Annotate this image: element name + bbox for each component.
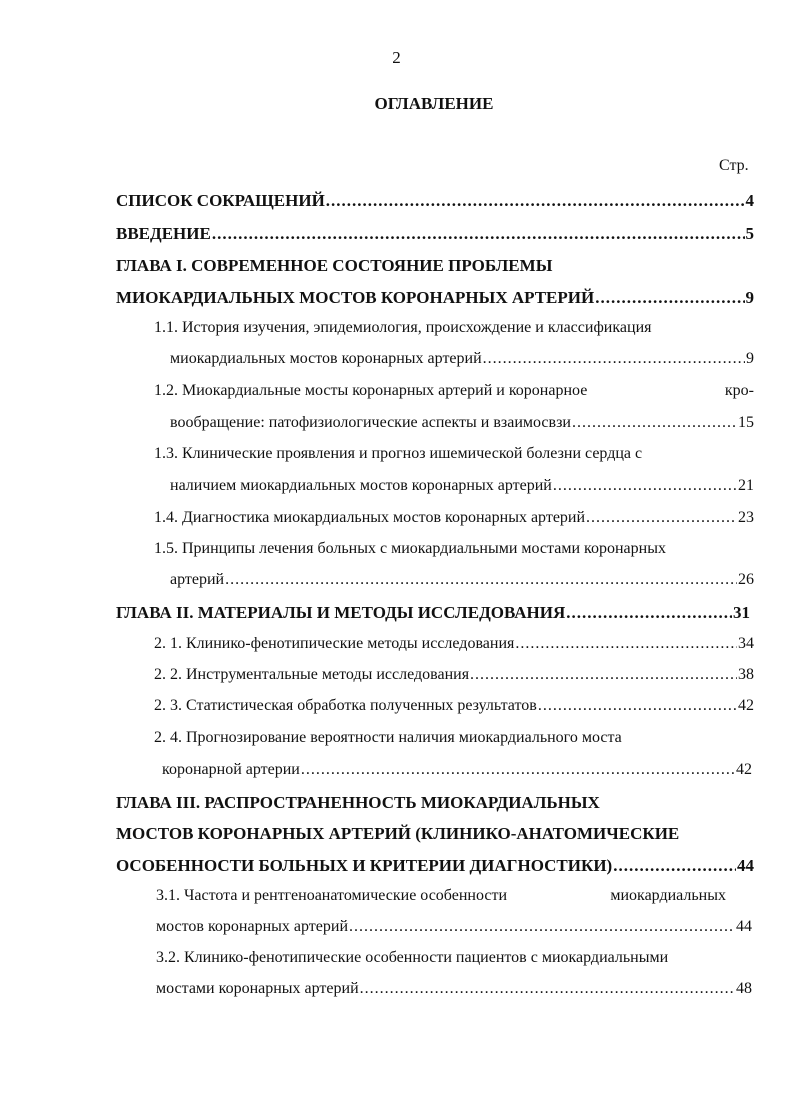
toc-entry-introduction[interactable] bbox=[116, 225, 754, 242]
toc-entry-text-hyphenated: кро- bbox=[724, 382, 754, 399]
toc-section-3-1-line1[interactable] bbox=[156, 888, 726, 904]
toc-entry-text: 1.5. Принципы лечения больных с миокардиальными мостами коронарных bbox=[154, 540, 666, 557]
toc-entry-text: ВВЕДЕНИЕ bbox=[116, 224, 211, 243]
toc-entry-text-continued: миокардиальных bbox=[610, 887, 726, 904]
toc-section-1-2-line1[interactable] bbox=[154, 383, 754, 399]
toc-section-1-5-line2[interactable] bbox=[170, 572, 754, 588]
toc-chapter-3-line2[interactable] bbox=[116, 825, 754, 842]
toc-entry-text: 2. 3. Статистическая обработка полученных результатов bbox=[154, 697, 537, 714]
toc-entry-page: 9 bbox=[745, 288, 754, 307]
leader-dots bbox=[613, 857, 736, 874]
page-number: 2 bbox=[392, 48, 401, 67]
toc-entry-text: миокардиальных мостов коронарных артерий bbox=[170, 350, 482, 367]
toc-section-2-3[interactable] bbox=[154, 698, 754, 714]
toc-entry-text: 3.2. Клинико-фенотипические особенности пациентов с миокардиальными bbox=[156, 949, 669, 966]
toc-entry-page: 48 bbox=[736, 980, 752, 997]
toc-entry-page: 9 bbox=[746, 350, 754, 367]
toc-entry-text: 1.2. Миокардиальные мосты коронарных артерий и коронарное bbox=[154, 382, 588, 399]
toc-section-2-4-line2[interactable] bbox=[162, 762, 752, 778]
toc-entry-text: ГЛАВА I. СОВРЕМЕННОЕ СОСТОЯНИЕ ПРОБЛЕМЫ bbox=[116, 256, 553, 275]
toc-chapter-1-line1[interactable] bbox=[116, 257, 754, 274]
leader-dots bbox=[595, 289, 744, 306]
toc-entry-text: наличием миокардиальных мостов коронарных артерий bbox=[170, 477, 552, 494]
toc-entry-text: мостами коронарных артерий bbox=[156, 980, 359, 997]
leader-dots bbox=[212, 225, 745, 242]
toc-entry-text: вообращение: патофизиологические аспекты и взаимосвзи bbox=[170, 414, 571, 431]
toc-entry-page: 21 bbox=[738, 477, 754, 494]
toc-entry-text: 2. 1. Клинико-фенотипические методы исследования bbox=[154, 635, 515, 652]
leader-dots bbox=[572, 415, 737, 431]
leader-dots bbox=[360, 981, 735, 997]
toc-entry-page: 31 bbox=[733, 603, 750, 622]
toc-entry-text: коронарной артерии bbox=[162, 761, 300, 778]
toc-section-1-3-line2[interactable] bbox=[170, 478, 754, 494]
toc-entry-page: 38 bbox=[738, 666, 754, 683]
toc-entry-text: 1.3. Клинические проявления и прогноз ишемической болезни сердца с bbox=[154, 445, 643, 462]
toc-chapter-3-line1[interactable] bbox=[116, 794, 754, 811]
toc-entry-page: 5 bbox=[745, 224, 754, 243]
toc-entry-text: МИОКАРДИАЛЬНЫХ МОСТОВ КОРОНАРНЫХ АРТЕРИЙ bbox=[116, 288, 595, 307]
leader-dots bbox=[586, 510, 737, 526]
toc-section-1-1-line2[interactable] bbox=[170, 351, 754, 367]
leader-dots bbox=[553, 478, 737, 494]
toc-section-3-1-line2[interactable] bbox=[156, 919, 752, 935]
toc-entry-abbreviations[interactable] bbox=[116, 192, 754, 209]
toc-section-2-1[interactable] bbox=[154, 636, 754, 652]
toc-section-1-2-line2[interactable] bbox=[170, 415, 754, 431]
toc-entry-text: артерий bbox=[170, 571, 225, 588]
leader-dots bbox=[301, 762, 735, 778]
toc-entry-text: ГЛАВА III. РАСПРОСТРАНЕННОСТЬ МИОКАРДИАЛЬНЫХ bbox=[116, 793, 600, 812]
toc-entry-page: 34 bbox=[738, 635, 754, 652]
toc-entry-page: 44 bbox=[736, 918, 752, 935]
toc-entry-text: СПИСОК СОКРАЩЕНИЙ bbox=[116, 191, 325, 210]
toc-section-2-4-line1[interactable] bbox=[154, 730, 754, 746]
page-column-label: Стр. bbox=[719, 157, 749, 174]
leader-dots bbox=[483, 351, 745, 367]
toc-entry-page: 42 bbox=[738, 697, 754, 714]
leader-dots bbox=[326, 192, 745, 209]
toc-title: ОГЛАВЛЕНИЕ bbox=[374, 94, 494, 113]
toc-section-1-4[interactable] bbox=[154, 510, 754, 526]
toc-section-3-2-line1[interactable] bbox=[156, 950, 752, 966]
toc-section-1-3-line1[interactable] bbox=[154, 446, 754, 462]
toc-entry-text: ГЛАВА II. МАТЕРИАЛЫ И МЕТОДЫ ИССЛЕДОВАНИЯ bbox=[116, 603, 566, 622]
leader-dots bbox=[225, 572, 737, 588]
toc-chapter-1-line2[interactable] bbox=[116, 289, 754, 306]
toc-section-1-5-line1[interactable] bbox=[154, 541, 754, 557]
toc-entry-text: 2. 4. Прогнозирование вероятности наличия миокардиального моста bbox=[154, 729, 622, 746]
toc-entry-text: 2. 2. Инструментальные методы исследования bbox=[154, 666, 470, 683]
toc-chapter-3-line3[interactable] bbox=[116, 857, 754, 874]
leader-dots bbox=[349, 919, 735, 935]
leader-dots bbox=[515, 636, 737, 652]
toc-section-1-1-line1[interactable] bbox=[154, 320, 754, 336]
toc-entry-page: 26 bbox=[738, 571, 754, 588]
toc-entry-text: МОСТОВ КОРОНАРНЫХ АРТЕРИЙ (КЛИНИКО-АНАТОМИЧЕСКИЕ bbox=[116, 824, 680, 843]
leader-dots bbox=[538, 698, 737, 714]
toc-section-3-2-line2[interactable] bbox=[156, 981, 752, 997]
toc-entry-page: 4 bbox=[745, 191, 754, 210]
leader-dots bbox=[470, 667, 737, 683]
toc-entry-page: 44 bbox=[737, 856, 754, 875]
toc-entry-page: 23 bbox=[738, 509, 754, 526]
toc-chapter-2[interactable] bbox=[116, 604, 750, 621]
toc-entry-page: 42 bbox=[736, 761, 752, 778]
toc-entry-text: мостов коронарных артерий bbox=[156, 918, 349, 935]
toc-entry-text: 1.1. История изучения, эпидемиология, происхождение и классификация bbox=[154, 319, 652, 336]
toc-entry-page: 15 bbox=[738, 414, 754, 431]
toc-entry-text: ОСОБЕННОСТИ БОЛЬНЫХ И КРИТЕРИИ ДИАГНОСТИКИ) bbox=[116, 856, 613, 875]
leader-dots bbox=[566, 604, 732, 621]
toc-entry-text: 3.1. Частота и рентгеноанатомические особенности bbox=[156, 887, 508, 904]
toc-entry-text: 1.4. Диагностика миокардиальных мостов коронарных артерий bbox=[154, 509, 586, 526]
toc-section-2-2[interactable] bbox=[154, 667, 754, 683]
